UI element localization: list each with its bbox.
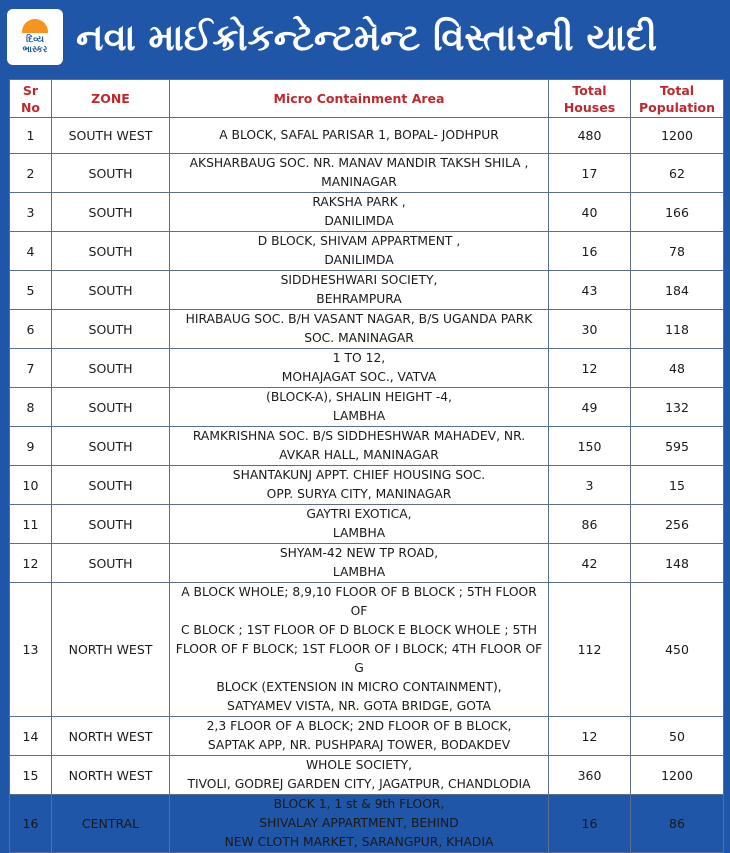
cell-zone: NORTH WEST	[52, 756, 170, 795]
cell-area: RAKSHA PARK , DANILIMDA	[170, 193, 549, 232]
header-zone: ZONE	[52, 80, 170, 118]
cell-sr-no: 9	[10, 427, 52, 466]
cell-zone: NORTH WEST	[52, 717, 170, 756]
containment-table-container	[8, 78, 724, 849]
cell-area: HIRABAUG SOC. B/H VASANT NAGAR, B/S UGANDA PARK SOC. MANINAGAR	[170, 310, 549, 349]
cell-total-population: 78	[631, 232, 724, 271]
table-row	[10, 232, 724, 271]
cell-total-population: 48	[631, 349, 724, 388]
header-sr-no: Sr No	[10, 80, 52, 118]
cell-zone: CENTRAL	[52, 795, 170, 853]
cell-area: SHANTAKUNJ APPT. CHIEF HOUSING SOC. OPP. SURYA CITY, MANINAGAR	[170, 466, 549, 505]
cell-total-population: 450	[631, 583, 724, 717]
cell-total-houses: 480	[549, 118, 631, 154]
cell-total-houses: 12	[549, 717, 631, 756]
cell-sr-no: 8	[10, 388, 52, 427]
table-row	[10, 349, 724, 388]
cell-area: A BLOCK WHOLE; 8,9,10 FLOOR OF B BLOCK ; 5TH FLOOR OF C BLOCK ; 1ST FLOOR OF D BLOCK E BLOCK WHOLE ; 5TH FLOOR OF F BLOCK; 1ST FLOOR OF I BLOCK; 4TH FLOOR OF G BLOCK (EXTENSION IN MICRO CONTAINMENT), SATYAMEV VISTA, NR. GOTA BRIDGE, GOTA	[170, 583, 549, 717]
table-row	[10, 193, 724, 232]
table-body	[10, 118, 724, 853]
cell-sr-no: 7	[10, 349, 52, 388]
cell-total-population: 62	[631, 154, 724, 193]
logo-line1: દિવ્ય	[26, 35, 44, 45]
cell-total-houses: 3	[549, 466, 631, 505]
cell-sr-no: 2	[10, 154, 52, 193]
cell-zone: SOUTH	[52, 388, 170, 427]
cell-area: A BLOCK, SAFAL PARISAR 1, BOPAL- JODHPUR	[170, 118, 549, 154]
table-row	[10, 466, 724, 505]
cell-zone: SOUTH	[52, 154, 170, 193]
cell-total-houses: 40	[549, 193, 631, 232]
table-row	[10, 505, 724, 544]
table-header-row	[10, 80, 724, 118]
cell-zone: SOUTH	[52, 310, 170, 349]
cell-area: 1 TO 12, MOHAJAGAT SOC., VATVA	[170, 349, 549, 388]
cell-total-population: 166	[631, 193, 724, 232]
cell-sr-no: 1	[10, 118, 52, 154]
cell-zone: SOUTH	[52, 466, 170, 505]
table-row	[10, 271, 724, 310]
divya-bhaskar-logo	[7, 9, 63, 65]
cell-sr-no: 6	[10, 310, 52, 349]
page-title: નવા માઈક્રોકન્ટેન્ટમેન્ટ વિસ્તારની યાદી	[76, 16, 658, 59]
cell-sr-no: 13	[10, 583, 52, 717]
cell-total-houses: 49	[549, 388, 631, 427]
cell-area: RAMKRISHNA SOC. B/S SIDDHESHWAR MAHADEV, NR. AVKAR HALL, MANINAGAR	[170, 427, 549, 466]
cell-area: SHYAM-42 NEW TP ROAD, LAMBHA	[170, 544, 549, 583]
cell-total-houses: 43	[549, 271, 631, 310]
cell-zone: SOUTH	[52, 193, 170, 232]
cell-total-population: 184	[631, 271, 724, 310]
cell-area: AKSHARBAUG SOC. NR. MANAV MANDIR TAKSH SHILA , MANINAGAR	[170, 154, 549, 193]
cell-zone: SOUTH	[52, 232, 170, 271]
cell-sr-no: 11	[10, 505, 52, 544]
cell-total-houses: 17	[549, 154, 631, 193]
cell-zone: SOUTH	[52, 505, 170, 544]
cell-sr-no: 15	[10, 756, 52, 795]
cell-total-population: 1200	[631, 118, 724, 154]
cell-area: WHOLE SOCIETY, TIVOLI, GODREJ GARDEN CITY, JAGATPUR, CHANDLODIA	[170, 756, 549, 795]
logo-line2: ભાસ્કર	[22, 45, 48, 55]
header-area: Micro Containment Area	[170, 80, 549, 118]
cell-total-houses: 16	[549, 232, 631, 271]
cell-total-houses: 12	[549, 349, 631, 388]
page-header	[0, 0, 730, 78]
cell-total-population: 132	[631, 388, 724, 427]
table-row	[10, 154, 724, 193]
cell-area: SIDDHESHWARI SOCIETY, BEHRAMPURA	[170, 271, 549, 310]
table-row	[10, 427, 724, 466]
cell-zone: SOUTH	[52, 271, 170, 310]
cell-zone: NORTH WEST	[52, 583, 170, 717]
cell-total-houses: 112	[549, 583, 631, 717]
cell-sr-no: 4	[10, 232, 52, 271]
cell-zone: SOUTH WEST	[52, 118, 170, 154]
cell-total-houses: 360	[549, 756, 631, 795]
cell-total-houses: 16	[549, 795, 631, 853]
table-row	[10, 118, 724, 154]
cell-area: 2,3 FLOOR OF A BLOCK; 2ND FLOOR OF B BLOCK, SAPTAK APP, NR. PUSHPARAJ TOWER, BODAKDEV	[170, 717, 549, 756]
sun-icon	[22, 19, 48, 33]
cell-total-houses: 86	[549, 505, 631, 544]
cell-area: BLOCK 1, 1 st & 9th FLOOR, SHIVALAY APPARTMENT, BEHIND NEW CLOTH MARKET, SARANGPUR, KHADIA	[170, 795, 549, 853]
cell-total-houses: 42	[549, 544, 631, 583]
table-row	[10, 756, 724, 795]
cell-sr-no: 3	[10, 193, 52, 232]
cell-total-population: 148	[631, 544, 724, 583]
cell-total-population: 86	[631, 795, 724, 853]
header-total-population: Total Population	[631, 80, 724, 118]
cell-sr-no: 10	[10, 466, 52, 505]
table-row	[10, 717, 724, 756]
cell-total-houses: 30	[549, 310, 631, 349]
cell-sr-no: 16	[10, 795, 52, 853]
cell-total-population: 50	[631, 717, 724, 756]
cell-total-population: 1200	[631, 756, 724, 795]
cell-total-houses: 150	[549, 427, 631, 466]
cell-sr-no: 5	[10, 271, 52, 310]
containment-table	[9, 79, 724, 853]
cell-total-population: 118	[631, 310, 724, 349]
cell-zone: SOUTH	[52, 544, 170, 583]
table-row	[10, 544, 724, 583]
cell-area: D BLOCK, SHIVAM APPARTMENT , DANILIMDA	[170, 232, 549, 271]
cell-zone: SOUTH	[52, 427, 170, 466]
cell-total-population: 15	[631, 466, 724, 505]
cell-total-population: 595	[631, 427, 724, 466]
cell-sr-no: 12	[10, 544, 52, 583]
table-row	[10, 310, 724, 349]
header-total-houses: Total Houses	[549, 80, 631, 118]
table-row	[10, 795, 724, 853]
cell-sr-no: 14	[10, 717, 52, 756]
cell-area: (BLOCK-A), SHALIN HEIGHT -4, LAMBHA	[170, 388, 549, 427]
cell-zone: SOUTH	[52, 349, 170, 388]
cell-area: GAYTRI EXOTICA, LAMBHA	[170, 505, 549, 544]
table-row	[10, 583, 724, 717]
cell-total-population: 256	[631, 505, 724, 544]
table-row	[10, 388, 724, 427]
